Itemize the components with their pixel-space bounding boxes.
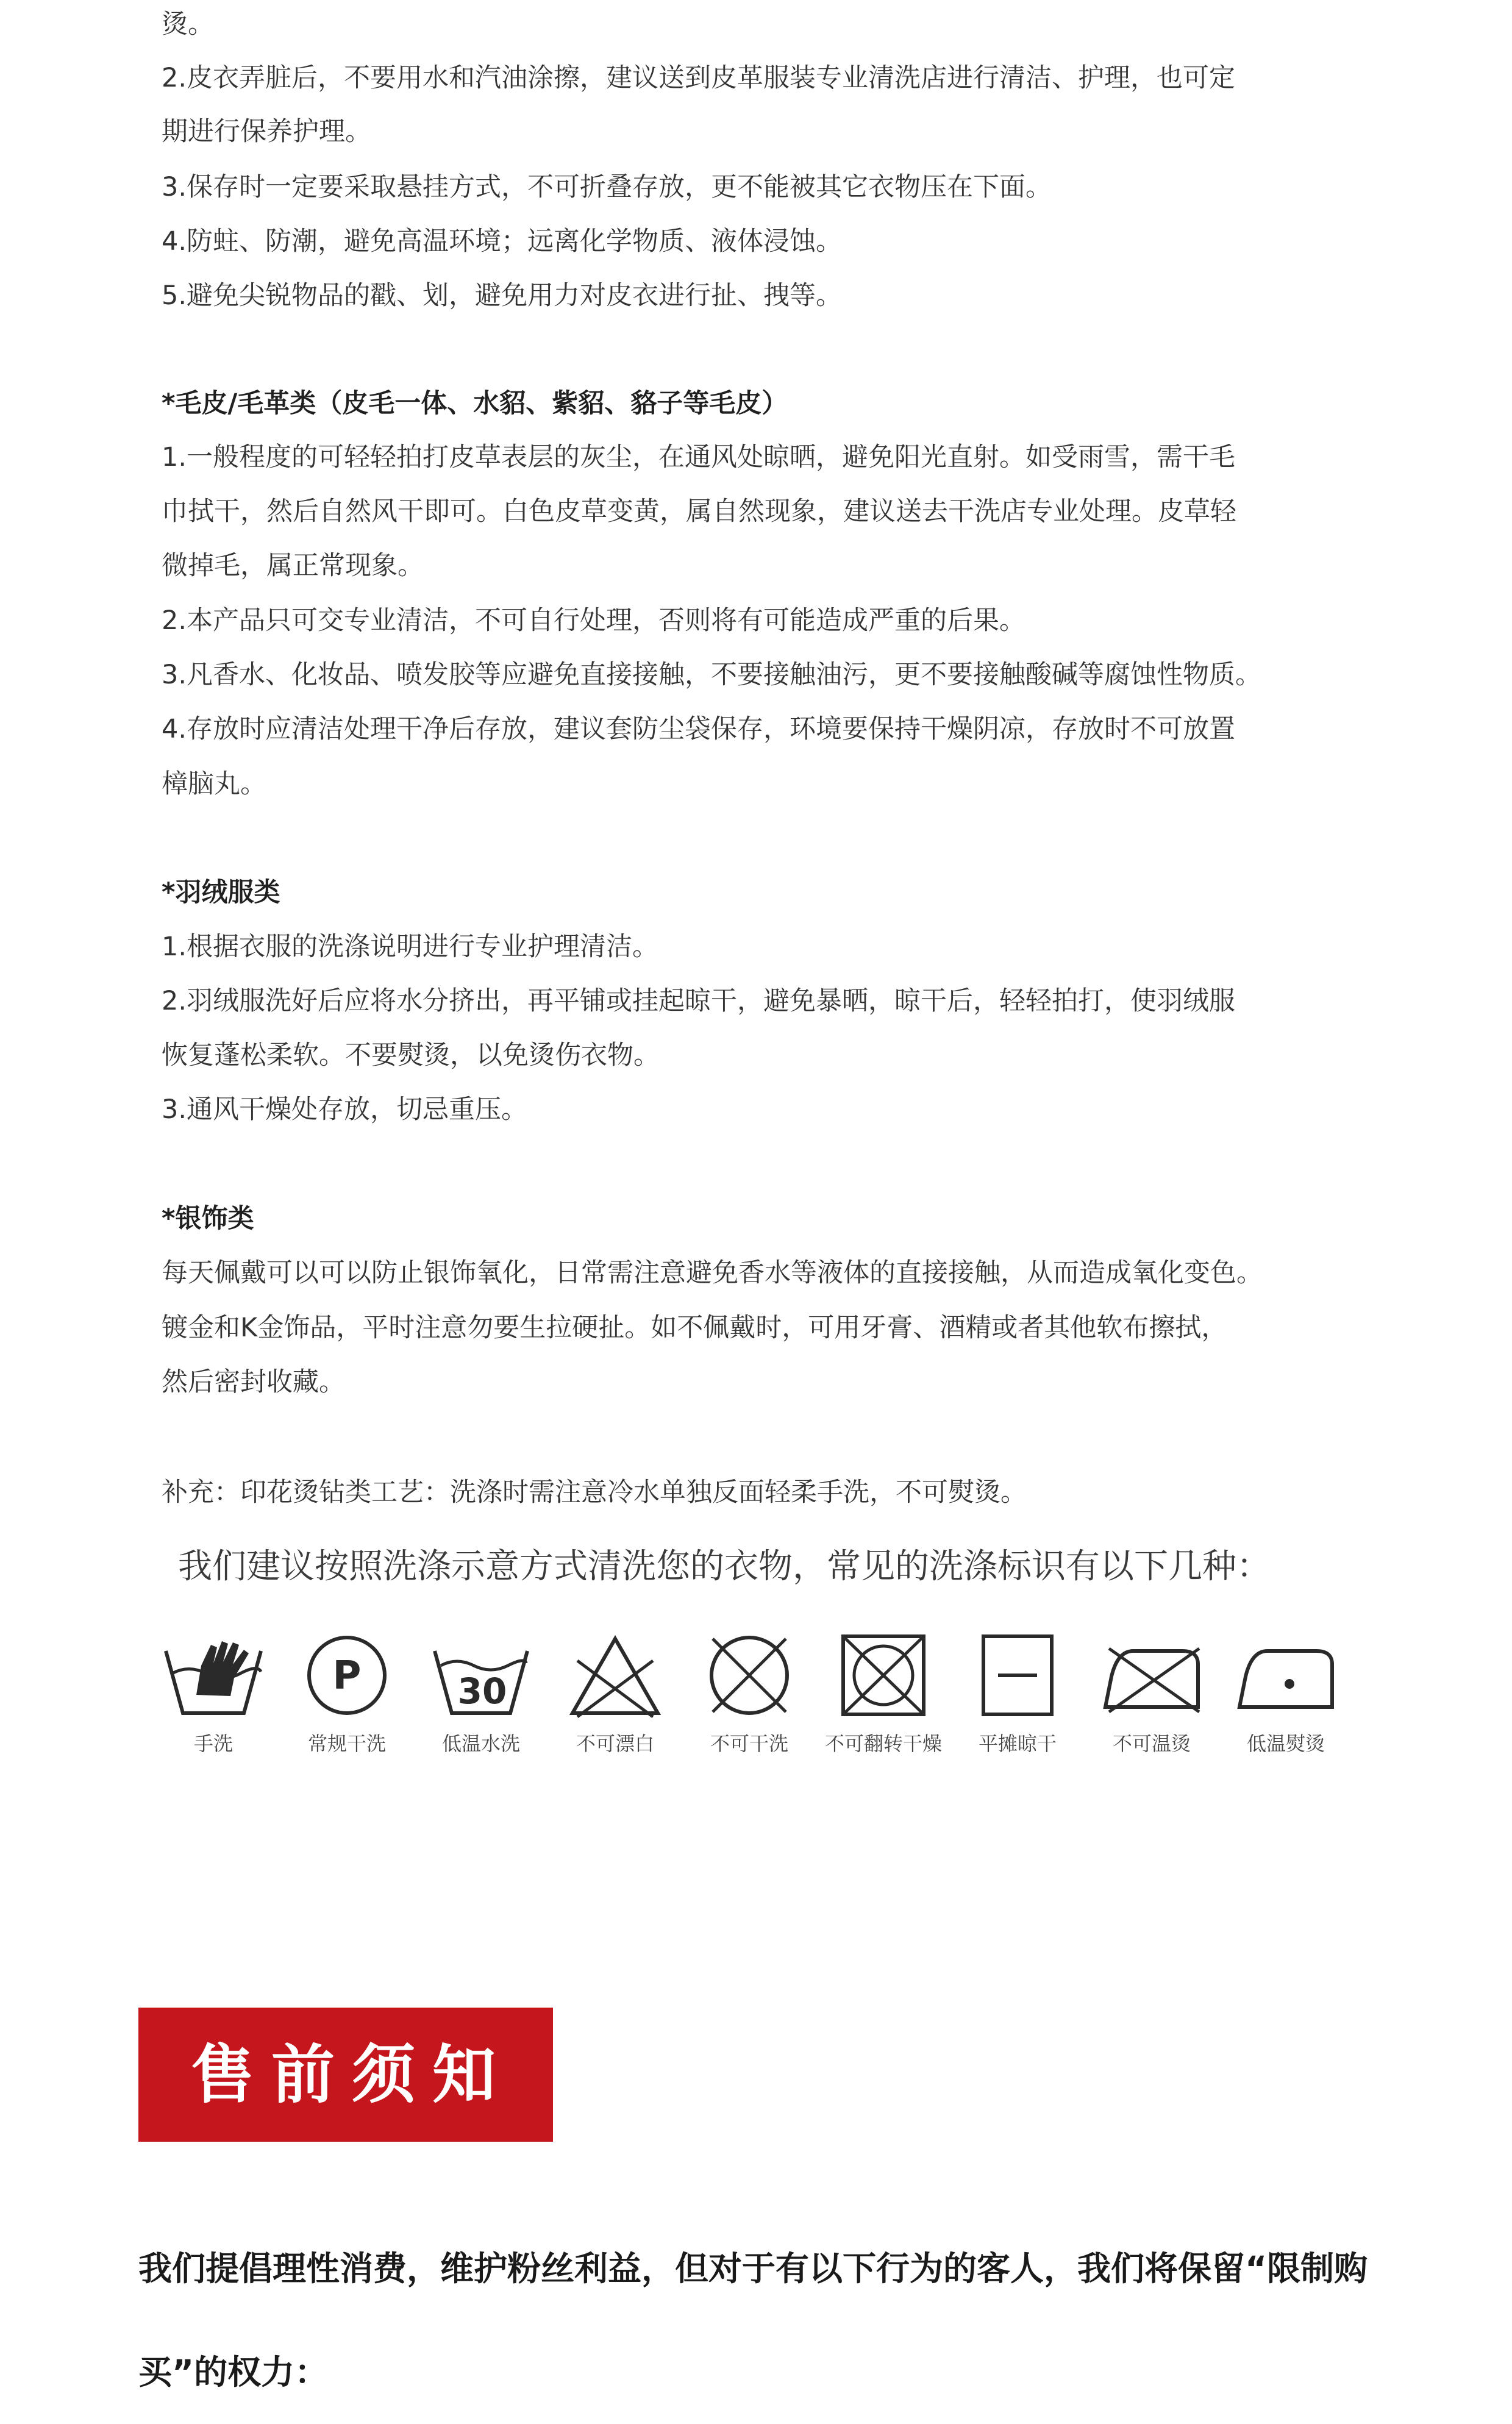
down-line: 1.根据衣服的洗涤说明进行专业护理清洁。	[162, 932, 659, 962]
supplement-note: 补充：印花烫钻类工艺：洗涤时需注意冷水单独反面轻柔手洗，不可熨烫。	[162, 1477, 1027, 1508]
wash-icon-label: 低温熨烫	[1246, 1732, 1325, 1755]
flat-dry-icon	[963, 1628, 1072, 1719]
wash-icon-cell	[152, 1628, 274, 1756]
no-bleach-icon	[560, 1628, 670, 1719]
silver-line: 镀金和K金饰品，平时注意勿要生拉硬扯。如不佩戴时，可用牙膏、酒精或者其他软布擦拭，	[162, 1313, 1228, 1343]
leather-line: 4.防蛀、防潮，避免高温环境；远离化学物质、液体浸蚀。	[162, 226, 843, 257]
wash-icon-cell	[1091, 1628, 1213, 1756]
down-line: 2.羽绒服洗好后应将水分挤出，再平铺或挂起晾干，避免暴晒，晾干后，轻轻拍打，使羽绒服	[162, 986, 1236, 1016]
wash-icon-row	[0, 1628, 1512, 1774]
fur-line: 樟脑丸。	[162, 769, 266, 799]
leather-line: 2.皮衣弄脏后，不要用水和汽油涂擦，建议送到皮革服装专业清洗店进行清洁、护理，也可定	[162, 63, 1236, 93]
wash-icon-cell	[822, 1628, 944, 1756]
fur-line: 2.本产品只可交专业清洁，不可自行处理，否则将有可能造成严重的后果。	[162, 605, 1026, 636]
wash-icon-label: 不可漂白	[576, 1732, 654, 1755]
leather-line: 5.避免尖锐物品的戳、划，避免用力对皮衣进行扯、拽等。	[162, 280, 843, 311]
leather-line: 3.保存时一定要采取悬挂方式，不可折叠存放，更不能被其它衣物压在下面。	[162, 172, 1052, 202]
wash-30-icon	[426, 1628, 536, 1719]
no-tumble-dry-icon	[829, 1628, 938, 1719]
fur-line: 4.存放时应清洁处理干净后存放，建议套防尘袋保存，环境要保持干燥阴凉，存放时不可放置	[162, 714, 1236, 744]
fur-line: 3.凡香水、化妆品、喷发胶等应避免直接接触，不要接触油污，更不要接触酸碱等腐蚀性物质。	[162, 660, 1262, 690]
wash-icon-cell	[554, 1628, 676, 1756]
down-section-title: *羽绒服类	[162, 877, 280, 908]
fur-line: 微掉毛，属正常现象。	[162, 551, 424, 581]
leather-line: 烫。	[162, 9, 214, 40]
dry-clean-letter: P	[332, 1653, 362, 1699]
wash-icon-label: 常规干洗	[307, 1732, 386, 1755]
leather-line: 期进行保养护理。	[162, 116, 371, 147]
no-iron-icon	[1097, 1628, 1207, 1719]
wash-icon-cell	[957, 1628, 1079, 1756]
fur-line: 巾拭干，然后自然风干即可。白色皮草变黄，属自然现象，建议送去干洗店专业处理。皮草轻	[162, 496, 1236, 527]
silver-section-title: *银饰类	[162, 1203, 254, 1234]
silver-line: 然后密封收藏。	[162, 1367, 345, 1397]
wash-icon-label: 不可翻转干燥	[824, 1732, 942, 1755]
wash-recommendation: 我们建议按照洗涤示意方式清洗您的衣物，常见的洗涤标识有以下几种：	[178, 1547, 1271, 1586]
down-line: 3.通风干燥处存放，切忌重压。	[162, 1094, 528, 1125]
presale-banner: 售前须知	[138, 2008, 553, 2142]
wash-icon-cell	[1225, 1628, 1347, 1756]
presale-text: 我们提倡理性消费，维护粉丝利益，但对于有以下行为的客人，我们将保留“限制购买”的权力：	[138, 2249, 1368, 2392]
wash-icon-cell	[688, 1628, 810, 1756]
no-dry-clean-icon	[694, 1628, 804, 1719]
fur-line: 1.一般程度的可轻轻拍打皮草表层的灰尘，在通风处晾晒，避免阳光直射。如受雨雪，需干毛	[162, 442, 1236, 472]
hand-wash-icon	[159, 1628, 268, 1719]
dry-clean-p-icon	[292, 1628, 402, 1719]
wash-icon-label: 手洗	[193, 1732, 233, 1755]
wash-icon-label: 低温水洗	[441, 1732, 520, 1755]
low-iron-icon	[1231, 1628, 1341, 1719]
wash-icon-label: 不可温烫	[1112, 1732, 1191, 1755]
wash-icon-label: 平摊晾干	[978, 1732, 1057, 1755]
wash-icon-label: 不可干洗	[710, 1732, 788, 1755]
wash-icon-cell	[286, 1628, 408, 1756]
wash-temp-value: 30	[457, 1670, 507, 1712]
silver-line: 每天佩戴可以可以防止银饰氧化，日常需注意避免香水等液体的直接接触，从而造成氧化变色。	[162, 1258, 1263, 1288]
down-line: 恢复蓬松柔软。不要熨烫，以免烫伤衣物。	[162, 1040, 660, 1071]
wash-icon-cell	[420, 1628, 542, 1756]
fur-section-title: *毛皮/毛革类（皮毛一体、水貂、紫貂、貉子等毛皮）	[162, 388, 788, 419]
